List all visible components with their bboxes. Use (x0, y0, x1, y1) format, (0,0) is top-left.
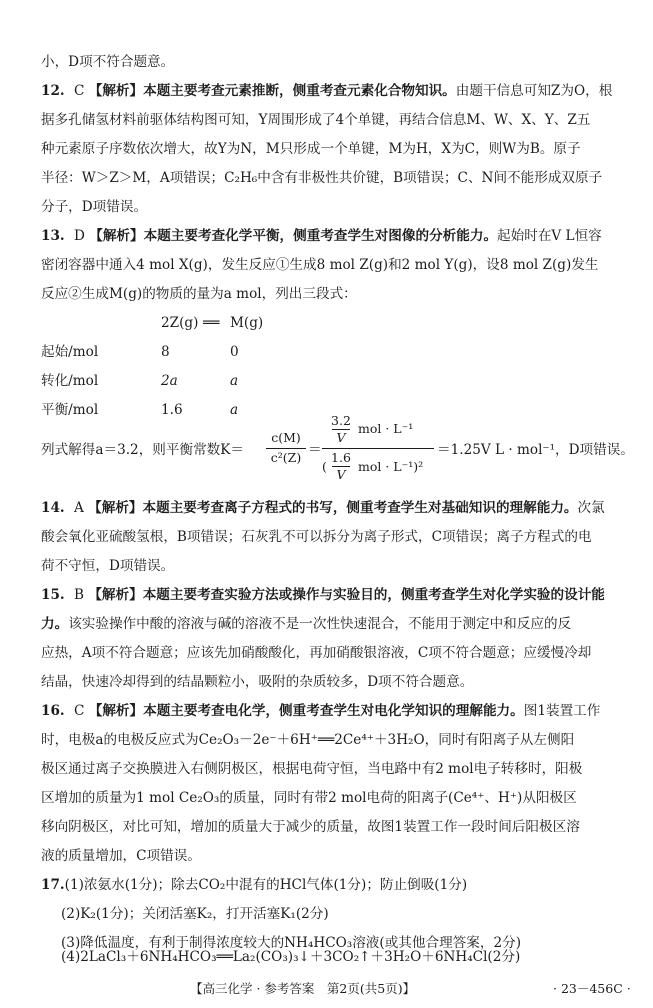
line-text: 中含有非极性共价键，B项错误；C、N间不能形成双原子 (257, 170, 603, 186)
analysis-heading: 【解析】本题主要考查实验方法或操作与实验目的，侧重考查学生对化学实验的设计能 (88, 587, 605, 603)
paren-open: ( (322, 459, 327, 474)
line-text: 区增加的质量为1 mol Ce₂O₃的质量，同时有带2 mol电荷的阳离子(Ce⁴⁺、H⁺)从阳极区 (41, 790, 577, 806)
line-text: (4)2LaCl₃＋6NH₄HCO₃══La₂(CO₃)₃↓＋3CO₂↑＋3H₂O＋6NH₄Cl(2分) (61, 949, 521, 965)
line-text: 半径：W＞Z＞M，A项错误； (41, 170, 225, 186)
answer-choice: C (74, 83, 85, 99)
small-denominator: V (336, 430, 346, 445)
line-text: 小，D项不符合题意。 (41, 54, 175, 70)
footer-title: 【高三化学 · 参考答案 第2页(共5页)】 (190, 981, 416, 996)
small-numerator: 1.6 (331, 450, 351, 465)
analysis-heading: 【解析】本题主要考查化学平衡，侧重考查学生对图像的分析能力。 (89, 228, 498, 244)
table-cell: 8 (161, 344, 170, 360)
small-denominator: V (336, 467, 346, 482)
answer-14 (41, 494, 605, 523)
text-line (41, 552, 174, 581)
table-cell: 2a (161, 373, 178, 389)
answer-12 (41, 77, 612, 106)
line-text: (3)降低温度，有利于制得浓度较大的NH₄HCO₃溶液(或其他合理答案，2分) (61, 935, 521, 951)
text-line (41, 251, 599, 280)
answer-16 (41, 697, 600, 726)
line-text: 结晶，快速冷却得到的结晶颗粒小，吸附的杂质较多，D项不符合题意。 (41, 674, 474, 690)
line-text: (1)浓氨水(1分)；除去CO₂中混有的HCl气体(1分)；防止倒吸(1分) (64, 877, 468, 893)
text-line (41, 523, 592, 552)
line-text: (2)K₂(1分)；关闭活塞K₂，打开活塞K₁(2分) (61, 906, 329, 922)
text-line (41, 726, 574, 755)
analysis-heading: 【解析】本题主要考查离子方程式的书写，侧重考查学生对基础知识的理解能力。 (88, 500, 578, 516)
analysis-heading: 【解析】本题主要考查电化学，侧重考查学生对电化学知识的理解能力。 (88, 703, 524, 719)
unit-text: mol · L⁻¹)² (358, 459, 424, 474)
fraction-numerator: c(M) (271, 430, 301, 445)
text-line (41, 755, 582, 784)
equals-sign: ＝ (308, 442, 322, 458)
unit-text: mol · L⁻¹ (358, 421, 414, 436)
line-text: 据多孔储氢材料前驱体结构图可知，Y周围形成了4个单键，再结合信息M、W、X、Y、Z五 (41, 112, 591, 128)
text-line (41, 813, 580, 842)
line-text: 次氯 (577, 500, 605, 516)
equation-right: M(g) (230, 315, 264, 331)
row-label: 平衡/mol (41, 402, 99, 418)
question-number: 16. (41, 703, 65, 719)
answer-choice: A (74, 500, 84, 516)
formula-lead: 列式解得a＝3.2，则平衡常数K＝ (41, 442, 245, 458)
row-label: 转化/mol (41, 373, 99, 389)
answer-choice: D (74, 228, 85, 244)
question-number: 15. (41, 587, 65, 603)
answer-13 (41, 222, 602, 251)
line-text: 应热，A项不符合题意；应该先加硝酸酸化，再加硝酸银溶液，C项不符合题意；应缓慢冷却 (41, 645, 592, 661)
line-text: 反应②生成M(g)的物质的量为a mol，列出三段式： (41, 286, 357, 302)
line-text: 力。 (41, 616, 69, 632)
analysis-heading: 【解析】本题主要考查元素推断，侧重考查元素化合物知识。 (88, 83, 456, 99)
table-cell: a (230, 373, 239, 389)
fraction-bar (266, 448, 306, 449)
footer-code: · 23－456C · (553, 981, 631, 996)
text-line (41, 668, 473, 697)
line-text: 密闭容器中通入4 mol X(g)，发生反应①生成8 mol Z(g)和2 mol Y(g)，设8 mol Z(g)发生 (41, 257, 599, 273)
formula-result: ＝1.25V L · mol⁻¹，D项错误。 (437, 442, 634, 458)
line-text: 极区通过离子交换膜进入右侧阴极区，根据电荷守恒，当电路中有2 mol电子转移时，阳极 (41, 761, 583, 777)
line-text: 种元素原子序数依次增大，故Y为N，M只形成一个单键，M为H，X为C，则W为B。原子 (41, 141, 581, 157)
small-numerator: 3.2 (331, 413, 351, 428)
text-line (41, 639, 591, 668)
answer-15 (41, 581, 605, 610)
table-cell: 1.6 (161, 402, 183, 418)
text-line (41, 106, 590, 135)
line-text: 该实验操作中酸的溶液与碱的溶液不是一次性快速混合，不能用于测定中和反应的反 (68, 616, 572, 632)
question-number: 17. (41, 877, 65, 893)
fraction-bar-main (322, 448, 434, 449)
line-text: 移向阴极区，对比可知，增加的质量大于减少的质量，故图1装置工作一段时间后阳极区溶 (41, 819, 580, 835)
row-label: 起始/mol (41, 344, 99, 360)
text-line (61, 946, 520, 968)
line-text: 时，电极a的电极反应式为Ce₂O₃－2e⁻＋6H⁺══2Ce⁴⁺＋3H₂O，同时有阳离子从左侧阳 (41, 732, 575, 748)
question-number: 14. (41, 500, 65, 516)
text-line (41, 48, 174, 77)
table-cell: 0 (230, 344, 239, 360)
equilibrium-arrow: ══ (203, 315, 220, 331)
text-line (41, 193, 147, 222)
text-line (61, 900, 329, 929)
line-text: 起始时在V L恒容 (497, 228, 602, 244)
text-line (41, 610, 571, 639)
table-cell: a (230, 402, 239, 418)
answer-choice: B (74, 587, 84, 603)
text-line (41, 280, 357, 309)
line-text: 液的质量增加，C项错误。 (41, 848, 201, 864)
text-line (41, 164, 602, 193)
question-number: 12. (41, 83, 65, 99)
line-text: 酸会氧化亚硫酸氢根，B项错误；石灰乳不可以拆分为离子形式，C项错误；离子方程式的电 (41, 529, 592, 545)
equation-left: 2Z(g) (161, 315, 199, 331)
line-text: 荷不守恒，D项错误。 (41, 558, 175, 574)
line-text: 分子，D项错误。 (41, 199, 148, 215)
fraction-denominator: c²(Z) (270, 450, 302, 465)
text-line (41, 135, 581, 164)
line-text: 图1装置工作 (523, 703, 601, 719)
text-line (41, 784, 577, 813)
answer-17 (41, 871, 467, 900)
text-line (41, 842, 201, 871)
question-number: 13. (41, 228, 65, 244)
answer-choice: C (74, 703, 85, 719)
line-text: 由题干信息可知Z为O，根 (455, 83, 613, 99)
formula-text: C₂H₆ (224, 170, 258, 186)
